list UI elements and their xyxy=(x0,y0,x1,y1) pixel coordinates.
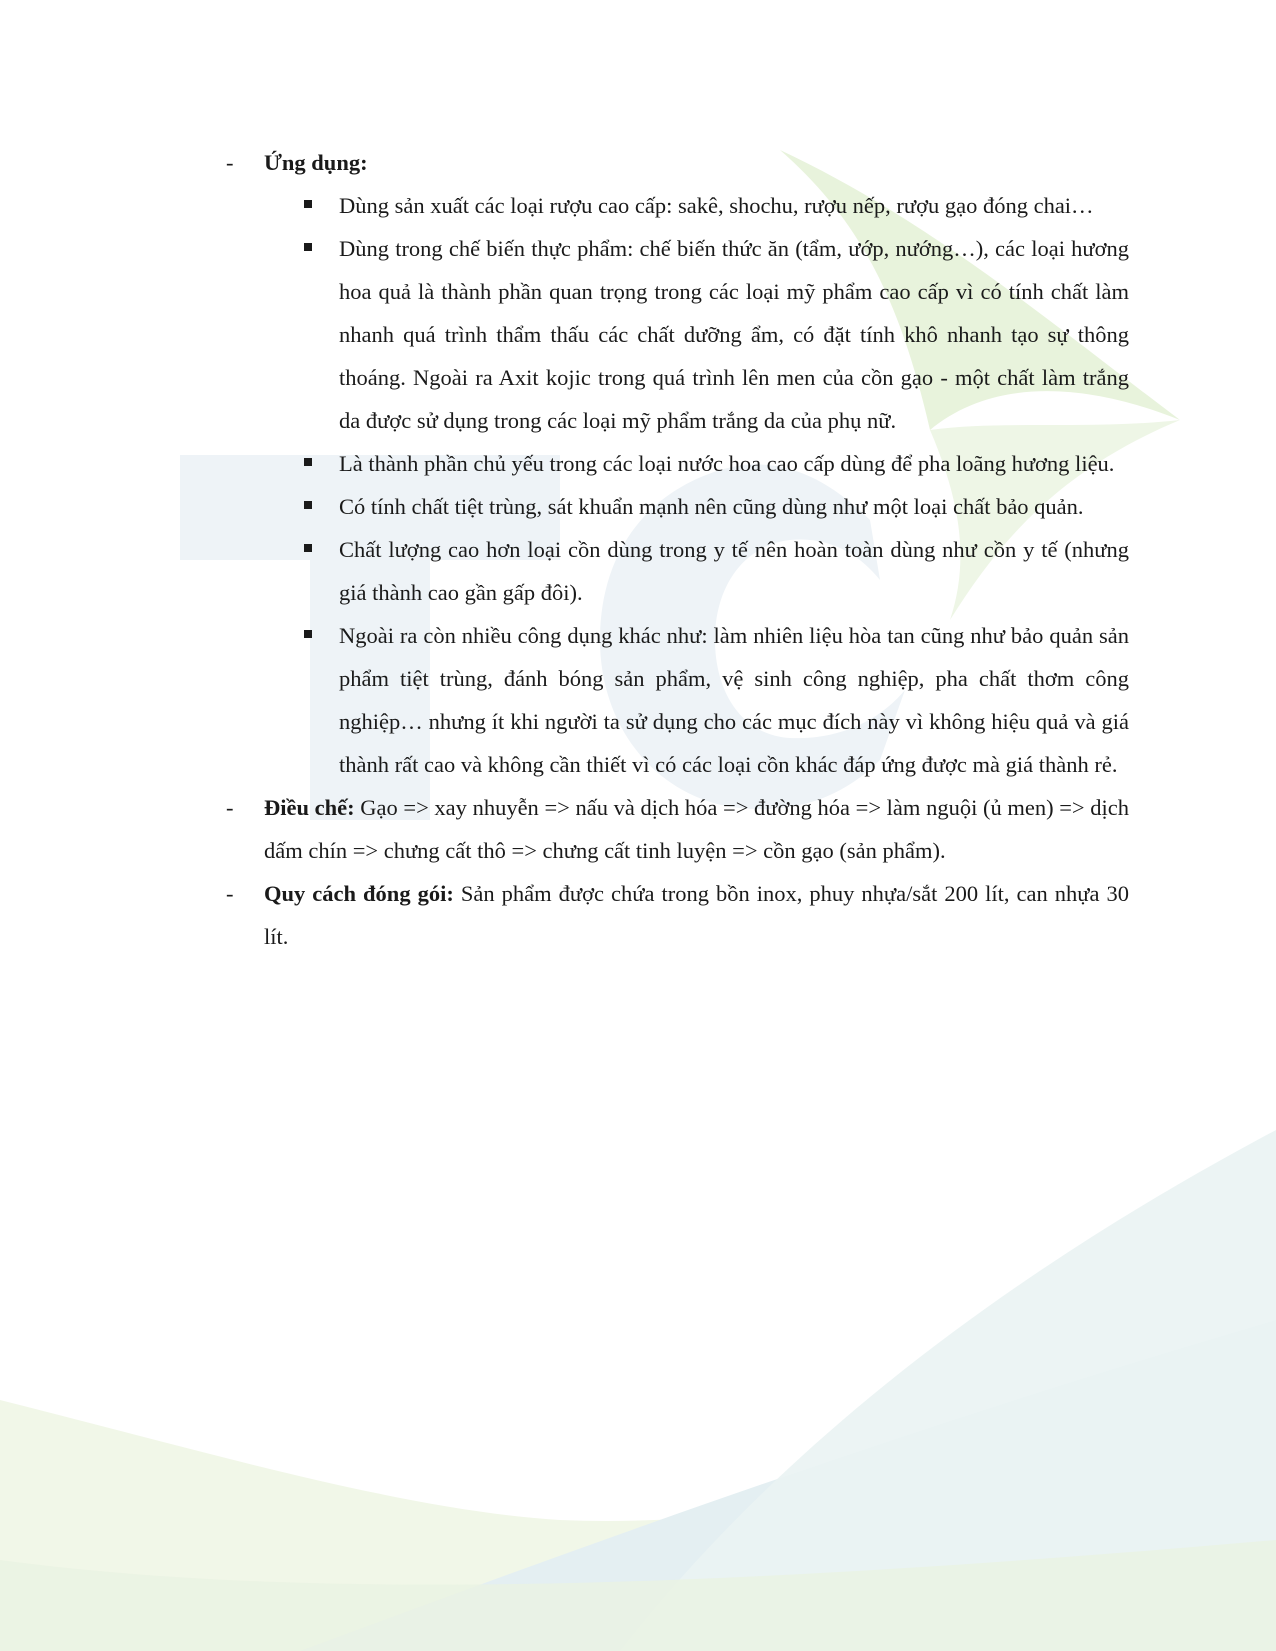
square-bullet-icon xyxy=(304,501,312,509)
section-dieu-che xyxy=(226,786,1129,872)
section-text: Sản phẩm được chứa trong bồn inox, phuy nhựa/sắt 200 lít, can nhựa 30 lít. xyxy=(264,881,1129,949)
list-item-text: Ngoài ra còn nhiều công dụng khác như: làm nhiên liệu hòa tan cũng như bảo quản sản phẩm tiệt trùng, đánh bóng sản phẩm, vệ sinh công nghiệp, pha chất thơm công nghiệp… nhưng ít khi người ta sử dụng cho các mục đích này vì không hiệu quả và giá thành rất cao và không cần thiết vì có các loại cồn khác đáp ứng được mà giá thành rẻ. xyxy=(339,623,1129,777)
list-item xyxy=(339,614,1129,786)
section-heading: Điều chế: xyxy=(264,795,361,820)
list-item xyxy=(339,485,1129,528)
list-item xyxy=(339,442,1129,485)
list-dash: - xyxy=(226,795,234,820)
list-item-text: Chất lượng cao hơn loại cồn dùng trong y tế nên hoàn toàn dùng như cồn y tế (nhưng giá thành cao gần gấp đôi). xyxy=(339,537,1129,605)
list-dash: - xyxy=(226,150,234,175)
document-body xyxy=(0,141,1276,958)
list-item xyxy=(339,528,1129,614)
bottom-waves xyxy=(0,1130,1276,1651)
list-item-text: Có tính chất tiệt trùng, sát khuẩn mạnh nên cũng dùng như một loại chất bảo quản. xyxy=(339,494,1084,519)
square-bullet-icon xyxy=(304,200,312,208)
section-ung-dung xyxy=(226,141,1129,184)
square-bullet-icon xyxy=(304,630,312,638)
section-heading: Quy cách đóng gói: xyxy=(264,881,461,906)
list-item-text: Là thành phần chủ yếu trong các loại nước hoa cao cấp dùng để pha loãng hương liệu. xyxy=(339,451,1115,476)
section-text: Gạo => xay nhuyễn => nấu và dịch hóa => đường hóa => làm nguội (ủ men) => dịch dấm chín => chưng cất thô => chưng cất tinh luyện => cồn gạo (sản phẩm). xyxy=(264,795,1129,863)
list-item xyxy=(339,227,1129,442)
section-heading: Ứng dụng: xyxy=(264,150,368,175)
list-item-text: Dùng sản xuất các loại rượu cao cấp: sakê, shochu, rượu nếp, rượu gạo đóng chai… xyxy=(339,193,1094,218)
section-quy-cach xyxy=(226,872,1129,958)
list-dash: - xyxy=(226,881,234,906)
list-item-text: Dùng trong chế biến thực phẩm: chế biến thức ăn (tẩm, ướp, nướng…), các loại hương hoa quả là thành phần quan trọng trong các loại mỹ phẩm cao cấp vì có tính chất làm nhanh quá trình thẩm thấu các chất dưỡng ẩm, có đặt tính khô nhanh tạo sự thông thoáng. Ngoài ra Axit kojic trong quá trình lên men của cồn gạo - một chất làm trắng da được sử dụng trong các loại mỹ phẩm trắng da của phụ nữ. xyxy=(339,236,1129,433)
square-bullet-icon xyxy=(304,243,312,251)
square-bullet-icon xyxy=(304,544,312,552)
square-bullet-icon xyxy=(304,458,312,466)
list-item xyxy=(339,184,1129,227)
